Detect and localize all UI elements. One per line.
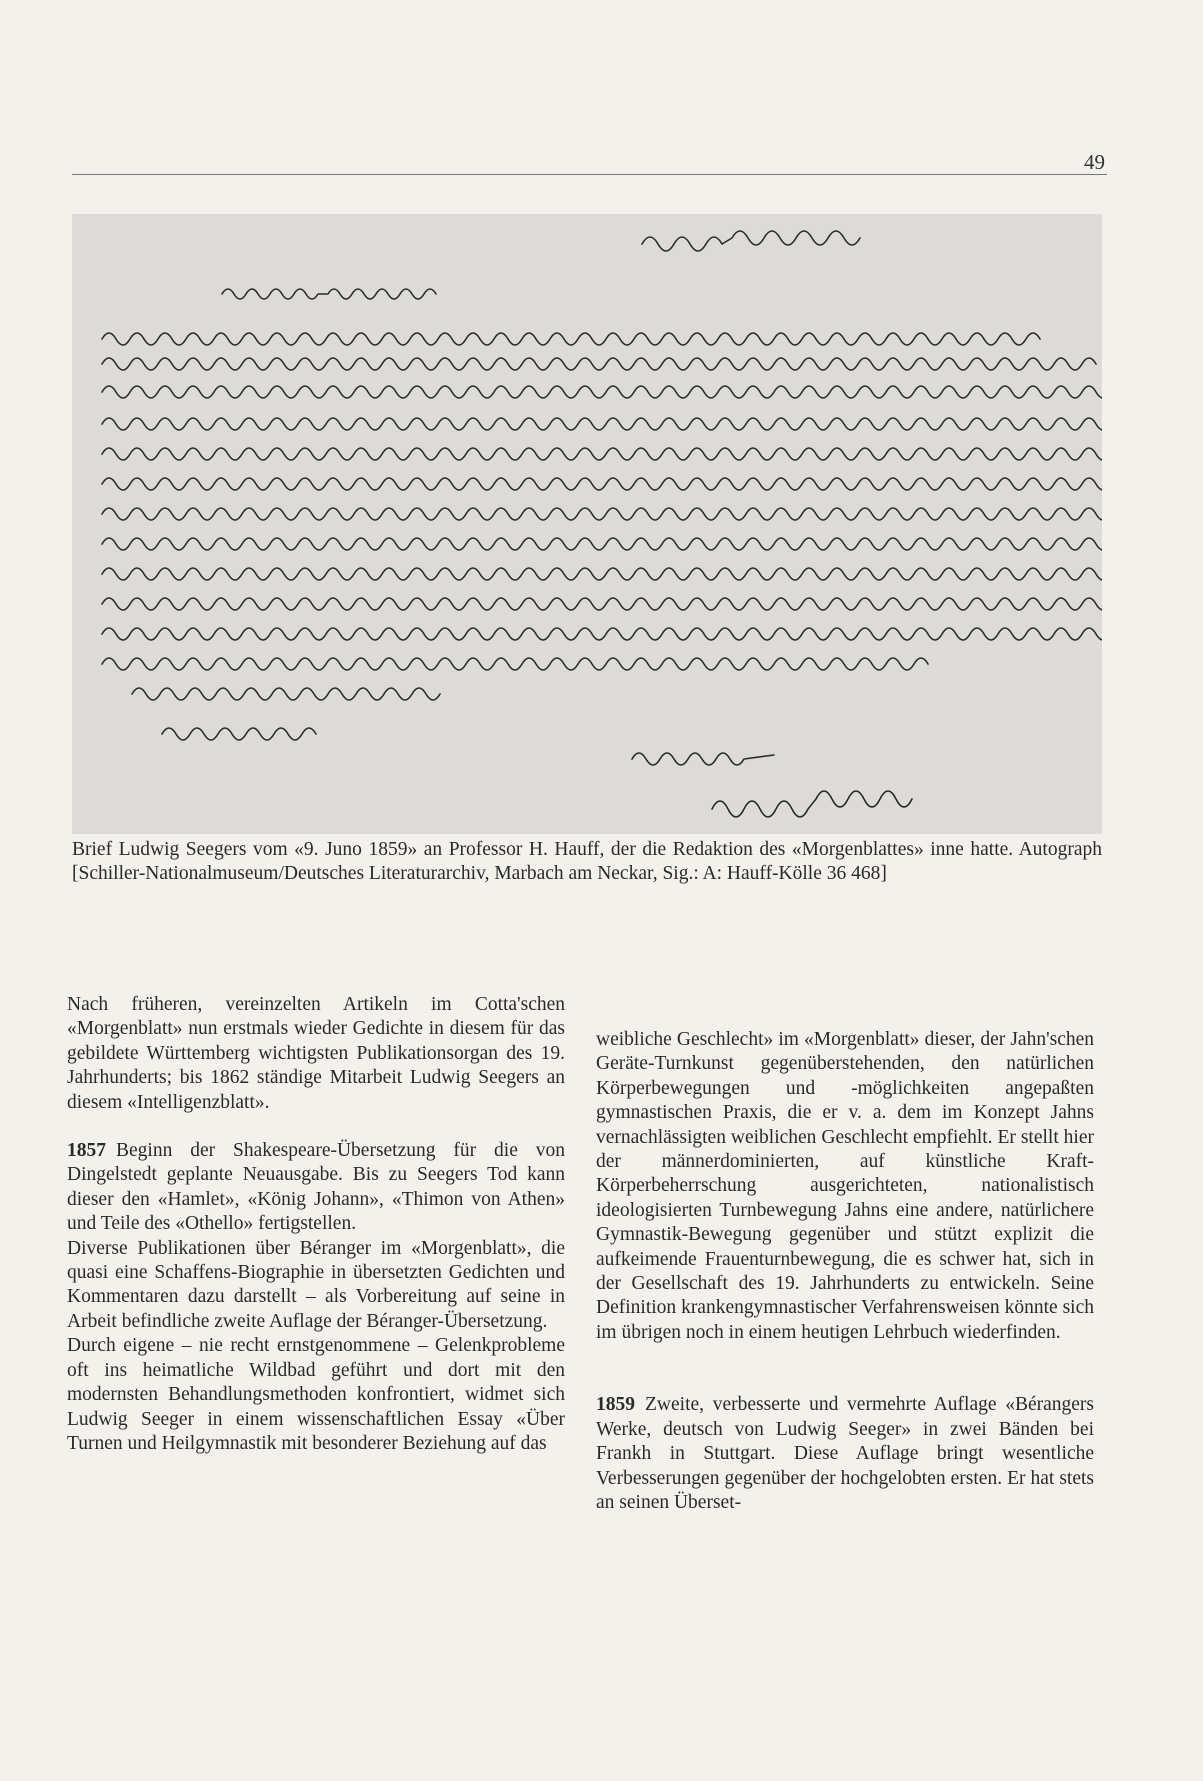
- year-1859: 1859: [596, 1394, 635, 1416]
- figure-caption: Brief Ludwig Seegers vom «9. Juno 1859» an Professor H. Hauff, der die Redaktion des «Morgenblattes» inne hatte. Autograph [Schiller-Nationalmuseum/Deutsches Literaturarchiv, Marbach am Neckar, Sig.: A: Hauff-Kölle 36 468]: [72, 839, 1102, 884]
- paragraph-continuation: weibliche Geschlecht» im «Morgenblatt» dieser, der Jahn'schen Geräte-Turnkunst gegenüberstehenden, den natürlichen Körperbewegungen und -möglichkeiten angepaßten gymnastischen Praxis, die er v. a. dem im Konzept Jahns vernachlässigten weiblichen Geschlecht empfiehlt. Er stellt hier der männerdominierten, auf künstliche Kraft-Körperbeherrschung ausgerichteten, nationalistisch ideologisierten Turnbewegung Jahns eine andere, natürlichere Gymnastik-Bewegung gegenüber und stützt explizit die aufkeimende Frauenturnbewegung, die es schwer hat, sich in der Gesellschaft des 19. Jahrhunderts zu entwickeln. Seine Definition krankengymnastischer Verfahrensweisen könnte sich im übrigen noch in einem heutigen Lehrbuch wiederfinden.: [596, 1029, 1094, 1343]
- paragraph-beranger: Diverse Publikationen über Béranger im «Morgenblatt», die quasi eine Schaffens-Biographie in übersetzten Gedichten und Kommentaren dazu darstellt – als Vorbereitung auf seine in Arbeit befindliche zweite Auflage der Béranger-Übersetzung.: [67, 1237, 565, 1332]
- handwriting-scribble: [72, 214, 1102, 834]
- header-rule: [72, 174, 1107, 175]
- year-1857: 1857: [67, 1140, 106, 1162]
- handwritten-letter-image: [72, 214, 1102, 834]
- left-column: [67, 993, 565, 1456]
- text-1859: Zweite, verbesserte und vermehrte Auflage «Bérangers Werke, deutsch von Ludwig Seeger» in zwei Bänden bei Frankh in Stuttgart. Diese Auflage bringt wesentliche Verbesserungen gegenüber der hochgelobten ersten. Er hat stets an seinen Überset-: [596, 1394, 1094, 1513]
- right-column: [596, 1028, 1094, 1515]
- text-1857: Beginn der Shakespeare-Übersetzung für die von Dingelstedt geplante Neuausgabe. Bis zu Seegers Tod kann dieser den «Hamlet», «König Johann», «Thimon von Athen» und Teile des «Othello» fertigstellen.: [67, 1140, 565, 1235]
- paragraph-gelenk: Durch eigene – nie recht ernstgenommene – Gelenkprobleme oft ins heimatliche Wildbad geführt und dort mit den modernsten Behandlungsmethoden konfrontiert, widmet sich Ludwig Seeger in einem wissenschaftlichen Essay «Über Turnen und Heilgymnastik mit besonderer Beziehung auf das: [67, 1335, 565, 1454]
- paragraph-1857: [67, 1139, 565, 1237]
- paragraph-intro: Nach früheren, vereinzelten Artikeln im Cotta'schen «Morgenblatt» nun erstmals wieder Gedichte in diesem für das gebildete Württemberg wichtigsten Publikationsorgan des 19. Jahrhunderts; bis 1862 ständige Mitarbeit Ludwig Seegers an diesem «Intelligenzblatt».: [67, 994, 565, 1113]
- page-number: 49: [1084, 150, 1105, 174]
- paragraph-1859: [596, 1393, 1094, 1515]
